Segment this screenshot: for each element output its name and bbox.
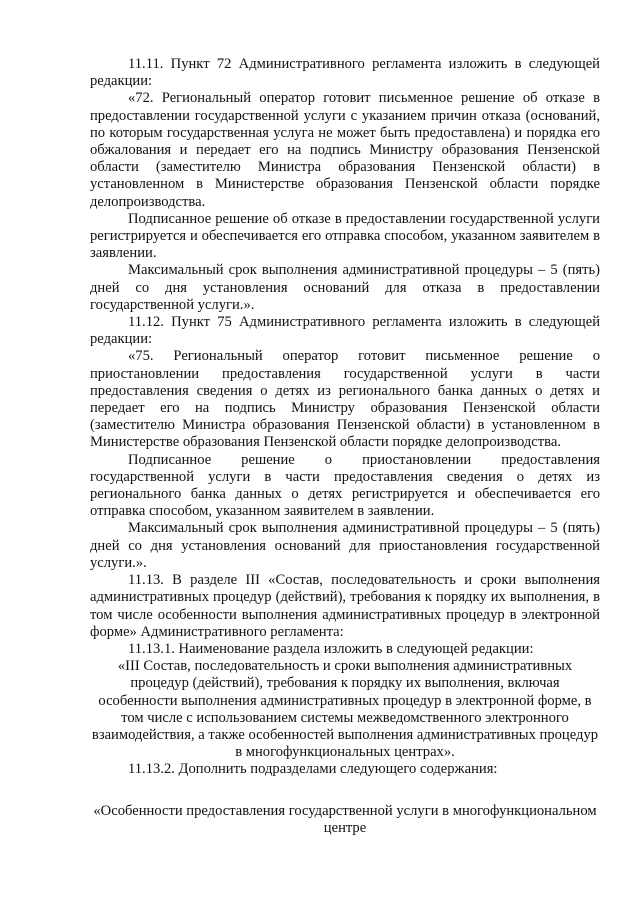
paragraph-11-11: 11.11. Пункт 72 Административного регламента изложить в следующей редакции:	[90, 56, 600, 90]
subsection-heading: «Особенности предоставления государственной услуги в многофункциональном центре	[93, 802, 597, 836]
paragraph-75-text: «75. Региональный оператор готовит письменное решение о приостановлении предоставления государственной услуги в части предоставления сведения о детях из регионального банка данных о детях и передает его на подпись Министру образования Пензенской области (заместителю Министра образования Пензенской области) в установленном в Министерстве образования Пензенской области порядке делопроизводства.	[90, 348, 600, 451]
document-page	[90, 56, 600, 837]
paragraph-72-text: «72. Региональный оператор готовит письменное решение об отказе в предоставлении государственной услуги с указанием причин отказа (оснований, по которым государственная услуга не может быть предоставлена) и порядка его обжалования и передает его на подпись Министру образования Пензенской области (заместителю Министра образования Пензенской области) в установленном в Министерстве образования Пензенской области порядке делопроизводства.	[90, 90, 600, 210]
paragraph-11-13: 11.13. В разделе III «Состав, последовательность и сроки выполнения административных процедур (действий), требования к порядку их выполнения, в том числе особенности выполнения административных процедур в электронной форме» Административного регламента:	[90, 572, 600, 640]
paragraph-suspension-deadline: Максимальный срок выполнения административной процедуры – 5 (пять) дней со дня установления оснований для приостановления государственной услуги.».	[90, 520, 600, 571]
paragraph-refusal-deadline: Максимальный срок выполнения административной процедуры – 5 (пять) дней со дня установления оснований для отказа в предоставлении государственной услуги.».	[90, 262, 600, 313]
section-title-quote: «III Состав, последовательность и сроки выполнения административных процедур (действий), требования к порядку их выполнения, включая особенности выполнения административных процедур в электронной форме, в том числе с использованием системы межведомственного электронного взаимодействия, а также особенностей выполнения административных процедур в многофункциональных центрах».	[91, 658, 599, 761]
paragraph-suspension-registration: Подписанное решение о приостановлении предоставления государственной услуги в части предоставления сведения о детях из регионального банка данных о детях регистрируется и обеспечивается его отправка способом, указанном заявителем в заявлении.	[90, 451, 600, 520]
paragraph-11-12: 11.12. Пункт 75 Административного регламента изложить в следующей редакции:	[90, 314, 600, 348]
blank-space	[90, 779, 600, 803]
paragraph-11-13-2: 11.13.2. Дополнить подразделами следующего содержания:	[128, 761, 498, 778]
paragraph-refusal-registration: Подписанное решение об отказе в предоставлении государственной услуги регистрируется и обеспечивается его отправка способом, указанном заявителем в заявлении.	[90, 210, 600, 262]
paragraph-11-13-1: 11.13.1. Наименование раздела изложить в следующей редакции:	[128, 640, 534, 657]
